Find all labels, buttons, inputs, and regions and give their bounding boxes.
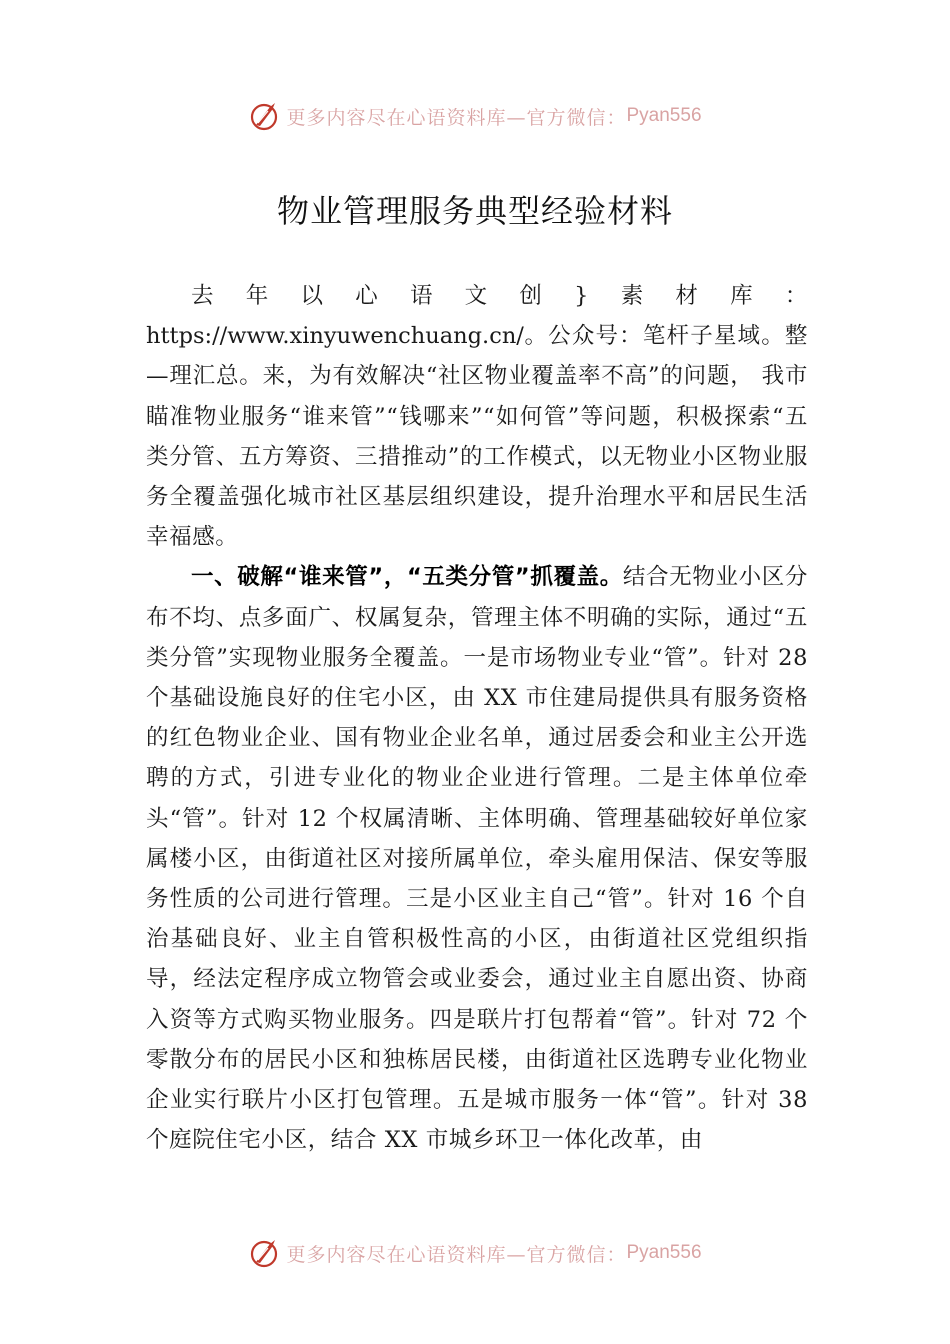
quill-logo-icon [248,99,282,133]
source-url: https://www.xinyuwenchuang.cn/ [146,323,524,350]
intro-text-rest: 。公众号：笔杆子星域。整—理汇总。来，为有效解决“社区物业覆盖率不高”的问题， 我市瞄准物业服务“谁来管”“钱哪来”“如何管”等问题，积极探索“五类分管、五方筹资、三措推动”的工作模式，以无物业小区物业服务全覆盖强化城市社区基层组织建设，提升治理水平和居民生活幸福感。 [146,323,808,551]
quill-logo-icon [248,1236,282,1270]
banner-text: 更多内容尽在心语资料库—官方微信： [286,106,627,129]
intro-text-start: 去年以心语文创}素材库： [191,283,808,309]
section-1-paragraph [146,557,808,1160]
document-body [146,276,808,1160]
section-1-heading: 一、破解“谁来管”，“五类分管”抓覆盖。 [191,564,623,591]
banner-text: 更多内容尽在心语资料库—官方微信： [286,1243,627,1266]
header-watermark-banner [0,96,950,136]
banner-wechat-id: Pyan556 [626,1242,702,1263]
section-1-body: 结合无物业小区分布不均、点多面广、权属复杂，管理主体不明确的实际，通过“五类分管”实现物业服务全覆盖。一是市场物业专业“管”。针对 28 个基础设施良好的住宅小区，由 XX 市住建局提供具有服务资格的红色物业企业、国有物业企业名单，通过居委会和业主公开选聘的方式，引进专业化的物业企业进行管理。二是主体单位牵头“管”。针对 12 个权属清晰、主体明确、管理基础较好单位家属楼小区，由街道社区对接所属单位，牵头雇用保洁、保安等服务性质的公司进行管理。三是小区业主自己“管”。针对 16 个自治基础良好、业主自管积极性高的小区，由街道社区党组织指导，经法定程序成立物管会或业委会，通过业主自愿出资、协商入资等方式购买物业服务。四是联片打包帮着“管”。针对 72 个零散分布的居民小区和独栋居民楼，由街道社区选聘专业化物业企业实行联片小区打包管理。五是城市服务一体“管”。针对 38 个庭院住宅小区，结合 XX 市城乡环卫一体化改革，由 [146,564,808,1154]
intro-paragraph [146,276,808,557]
document-title: 物业管理服务典型经验材料 [276,192,673,230]
footer-watermark-banner [0,1233,950,1273]
banner-wechat-id: Pyan556 [626,105,702,126]
